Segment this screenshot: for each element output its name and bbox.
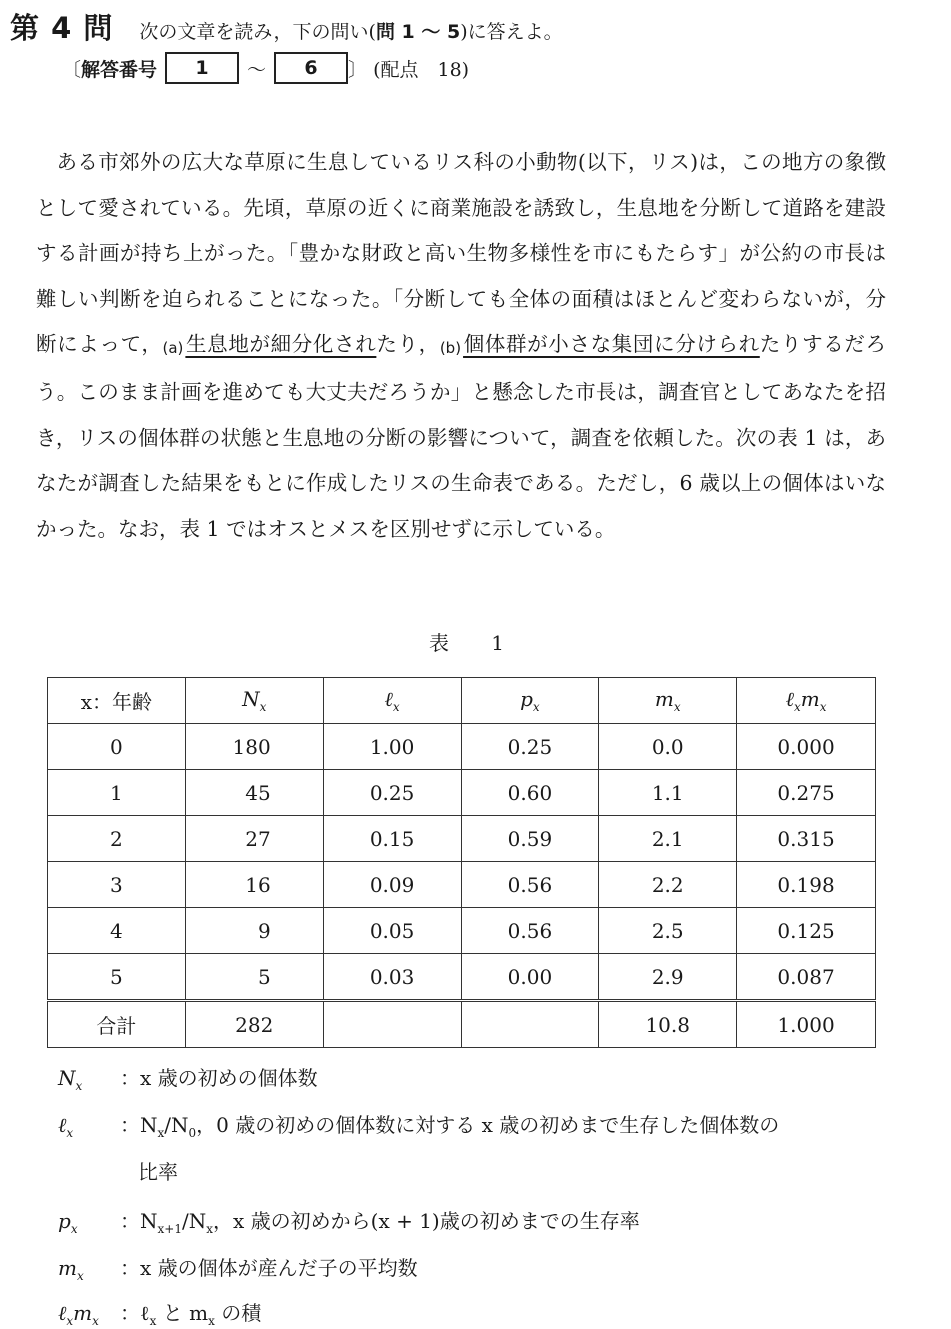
table-cell: 2.2 — [599, 862, 737, 908]
passage: ある市郊外の広大な草原に生息しているリス科の小動物(以下，リス)は，この地方の象徴として愛されている。先頃，草原の近くに商業施設を誘致し，生息地を分断して道路を建設する計画が持ち上がった。「豊かな財政と高い生物多様性を市にもたらす」が公約の市長は難しい判断を迫られることになった。「分断しても全体の面積はほとんど変わらないが，分断によって，(a)生息地が細分化されたり，(b)個体群が小さな集団に分けられたりするだろう。このまま計画を進めても大丈夫だろうか」と懸念した市長は，調査官としてあなたを招き，リスの個体群の状態と生息地の分断の影響について，調査を依頼した。次の表 1 は，あなたが調査した結果をもとに作成したリスの生命表である。ただし，6 歳以上の個体はいなかった。なお，表 1 ではオスとメスを区別せずに示している。 — [36, 150, 887, 541]
table-row — [48, 954, 876, 1001]
points-label: (配点 18) — [373, 58, 470, 81]
table-cell: 0.315 — [737, 816, 876, 862]
table-cell: 0.087 — [737, 954, 876, 1001]
table-cell: 45 — [185, 770, 323, 816]
table-cell: 合計 — [48, 1001, 186, 1048]
table-row — [48, 908, 876, 954]
table-cell: 4 — [48, 908, 186, 954]
table-cell: 9 — [185, 908, 323, 954]
table-cell: 0.25 — [323, 770, 461, 816]
table-row — [48, 770, 876, 816]
table-cell: 0.25 — [461, 724, 599, 770]
table-cell: 1 — [48, 770, 186, 816]
table-cell: 0.125 — [737, 908, 876, 954]
table-cell: 0.56 — [461, 862, 599, 908]
table-cell: 1.00 — [323, 724, 461, 770]
marker-a: (a) — [162, 339, 184, 358]
table-cell: 0.275 — [737, 770, 876, 816]
table-cell: 27 — [185, 816, 323, 862]
table-cell: 180 — [185, 724, 323, 770]
header-px: $p_x$ — [461, 678, 599, 724]
question-header — [10, 6, 563, 47]
answer-box-start: 1 — [165, 52, 239, 84]
question-range: 問 1 ～ 5 — [375, 21, 461, 43]
table-cell: 0.00 — [461, 954, 599, 1001]
question-instruction: 次の文章を読み，下の問い(問 1 ～ 5)に答えよ。 — [139, 21, 563, 43]
answer-number-label: 解答番号 — [81, 58, 158, 81]
table-cell: 0 — [48, 724, 186, 770]
table-header-row — [48, 678, 876, 724]
definition-lx: ℓ$_x$ ：$N_x/N_0$，0 歳の初めの個体数に対する x 歳の初めまで生存した個体数の — [58, 1113, 780, 1140]
table-cell: 2.5 — [599, 908, 737, 954]
life-table — [47, 677, 876, 1048]
header-age: x：年齢 — [48, 678, 186, 724]
answer-number-line: 〔 解答番号 1 ～ 6 〕 (配点 18) — [62, 52, 469, 84]
table-cell: 10.8 — [599, 1001, 737, 1048]
table-cell: 2 — [48, 816, 186, 862]
header-nx: $N_x$ — [185, 678, 323, 724]
table-cell: 0.59 — [461, 816, 599, 862]
table-total-row — [48, 1001, 876, 1048]
table-row — [48, 862, 876, 908]
table-cell: 282 — [185, 1001, 323, 1048]
table-cell: 0.0 — [599, 724, 737, 770]
question-number: 第 4 問 — [10, 11, 114, 45]
table-cell: 0.60 — [461, 770, 599, 816]
header-lx: ℓ$_x$ — [323, 678, 461, 724]
definition-lxmx: $\ell_xm_x$ ：ℓ$_x$ と $m_x$ の積 — [58, 1301, 262, 1328]
table-cell — [323, 1001, 461, 1048]
table-row — [48, 724, 876, 770]
header-lxmx: $\ell_xm_x$ — [737, 678, 876, 724]
definition-nx: $N_x$ ：x 歳の初めの個体数 — [58, 1066, 318, 1093]
definition-mx: $m_x$ ：x 歳の個体が産んだ子の平均数 — [58, 1256, 418, 1283]
table-cell — [461, 1001, 599, 1048]
table-cell: 5 — [48, 954, 186, 1001]
table-cell: 0.05 — [323, 908, 461, 954]
table-cell: 1.000 — [737, 1001, 876, 1048]
marker-b: (b) — [439, 339, 462, 358]
table-cell: 0.198 — [737, 862, 876, 908]
definition-lx-continuation: 比率 — [138, 1160, 178, 1184]
table-cell: 0.000 — [737, 724, 876, 770]
table-cell: 2.9 — [599, 954, 737, 1001]
table-cell: 0.09 — [323, 862, 461, 908]
table-cell: 0.03 — [323, 954, 461, 1001]
table-cell: 1.1 — [599, 770, 737, 816]
underlined-phrase-a: 生息地が細分化され — [185, 332, 377, 357]
underlined-phrase-b: 個体群が小さな集団に分けられ — [463, 332, 760, 357]
table-cell: 3 — [48, 862, 186, 908]
table-title: 表 1 — [428, 631, 523, 655]
table-cell: 0.56 — [461, 908, 599, 954]
definition-px: $p_x$ ：$N_{x+1}/N_x$，x 歳の初めから(x + 1)歳の初めまでの生存率 — [58, 1209, 640, 1236]
table-row — [48, 816, 876, 862]
table-cell: 2.1 — [599, 816, 737, 862]
answer-box-end: 6 — [274, 52, 348, 84]
table-cell: 5 — [185, 954, 323, 1001]
table-cell: 16 — [185, 862, 323, 908]
header-mx: $m_x$ — [599, 678, 737, 724]
table-cell: 0.15 — [323, 816, 461, 862]
